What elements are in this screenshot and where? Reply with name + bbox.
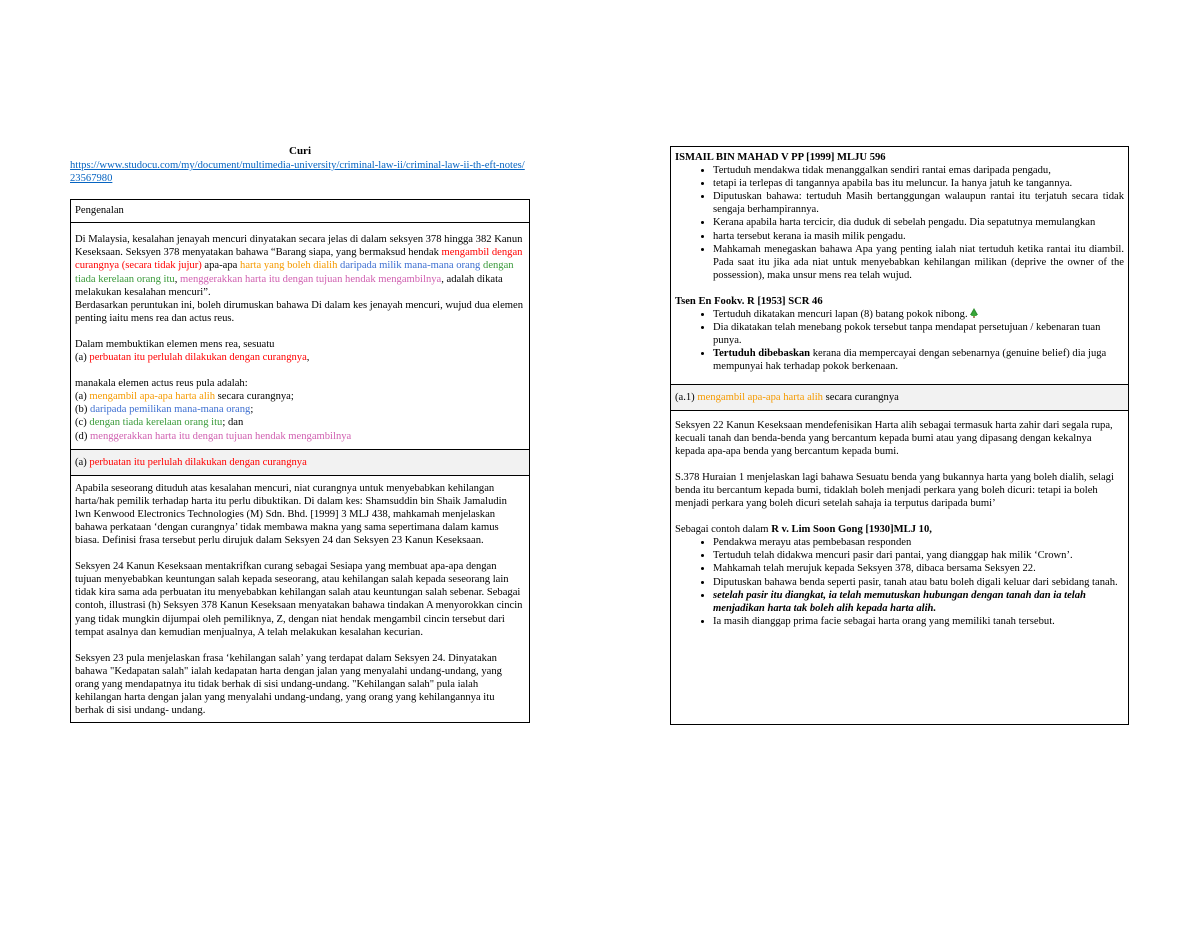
list-item: • Mahkamah telah merujuk kepada Seksyen 378, dibaca bersama Seksyen 22. xyxy=(713,562,1124,575)
case-ismail-bin-mahad xyxy=(671,147,1128,385)
source-link[interactable]: https://www.studocu.com/my/document/multimedia-university/criminal-law-ii/criminal-law-ii-th-eft-notes/23567980 xyxy=(70,160,525,185)
intro-paragraph: Di Malaysia, kesalahan jenayah mencuri dinyatakan secara jelas di dalam seksyen 378 hingga 382 Kanun Keseksaan. Seksyen 378 menyatakan bahawa “Barang siapa, yang bermaksud hendak mengambil dengan curangnya (secara tidak jujur) apa-apa harta yang boleh dialih daripada milik mana-mana orang dengan tiada kerelaan orang itu, menggerakkan harta itu dengan tujuan hendak mengambilnya, adalah dikata melakukan kesalahan mencuri”. xyxy=(75,234,523,298)
notes-table-left xyxy=(70,199,530,723)
case-ismail-bullets xyxy=(675,164,1124,282)
dishonesty-paragraph-3: Seksyen 23 pula menjelaskan frasa ‘kehilangan salah’ yang terdapat dalam Seksyen 24. Dinyatakan bahawa "Kedapatan salah" ialah kedapatan harta dengan jalan yang menyalahi undang-undang, yang orang yang mendapatnya itu tidak berhak di sisi undang-undang. "Kehilangan salah" pula ialah kehilangan harta dengan jalan yang menyalahi undang-undang, yang orang yang kehilangannya itu berhak di sisi undang- undang. xyxy=(75,652,502,717)
list-item: • Diputuskan bahawa benda seperti pasir, tanah atau batu boleh digali keluar dari sebidang tanah. xyxy=(713,576,1124,589)
section-body-pengenalan xyxy=(71,223,529,449)
list-item: • Dia dikatakan telah menebang pokok tersebut tanpa mendapat persetujuan / kebenaran tuan punya. xyxy=(713,321,1124,347)
case-tsen-bullets xyxy=(675,308,1124,373)
actus-reus-item-b: (b) daripada pemilikan mana-mana orang; xyxy=(75,404,254,416)
list-item: • harta tersebut kerana ia masih milik pengadu. xyxy=(713,230,1124,243)
list-item: • setelah pasir itu diangkat, ia telah memutuskan hubungan dengan tanah dan ia telah menjadikan harta tak boleh alih kepada harta alih. xyxy=(713,589,1124,615)
case-title: Tsen En Fookv. R [1953] SCR 46 xyxy=(675,295,823,307)
list-item: • Mahkamah menegaskan bahawa Apa yang penting ialah niat tertuduh ketika rantai itu diambil. Pada saat itu jika ada niat untuk menyebabkan kehilangan milikan (deprive the owner of the possession), maka unsur mens rea telah wujud. xyxy=(713,243,1124,282)
actus-reus-intro: manakala elemen actus reus pula adalah: xyxy=(75,378,248,390)
dishonesty-paragraph-2: Seksyen 24 Kanun Keseksaan mentakrifkan curang sebagai Sesiapa yang membuat apa-apa dengan tujuan menyebabkan keuntungan salah kepada seseorang, atau kehilangan salah kepada seseorang lain tidak kira sama ada perbuatan itu menyebabkan kehilangan salah atau keuntungan salah sebenar. Sebagai contoh, illustrasi (h) Seksyen 378 Kanun Keseksaan menyatakan bahawa tindakan A menyorokkan cincin yang tidak mungkin dijumpai oleh pemiliknya, Z, dengan niat hendak mengambil cincin tersebut dari tempat asalnya dan kemudian menjualnya, A telah melakukan kesalahan kecurian. xyxy=(75,561,523,638)
movable-property-paragraph-1: Seksyen 22 Kanun Keseksaan mendefenisikan Harta alih sebagai termasuk harta zahir dari segala rupa, kecuali tanah dan benda-benda yang bercantum kepada bumi atau yang dipasang dengan kekalnya kepada apa-apa benda yang bercantum kepada bumi. xyxy=(675,419,1113,457)
section-heading-pengenalan: Pengenalan xyxy=(71,200,529,223)
section-heading-curangnya: (a) perbuatan itu perlulah dilakukan dengan curangnya xyxy=(71,450,529,476)
list-item: • Tertuduh mendakwa tidak menanggalkan sendiri rantai emas daripada pengadu, xyxy=(713,164,1124,177)
right-column xyxy=(670,146,1129,725)
document-title: Curi xyxy=(289,145,311,157)
list-item: • Tertuduh telah didakwa mencuri pasir dari pantai, yang dianggap hak milik ‘Crown’. xyxy=(713,549,1124,562)
case-lim-soon-gong-bullets xyxy=(675,536,1124,628)
actus-reus-item-d: (d) menggerakkan harta itu dengan tujuan hendak mengambilnya xyxy=(75,430,352,442)
list-item: • tetapi ia terlepas di tangannya apabila bas itu meluncur. Ia hanya jatuh ke tangannya. xyxy=(713,177,1124,190)
section-heading-harta-alih: (a.1) mengambil apa-apa harta alih secara curangnya xyxy=(671,385,1128,411)
mens-rea-item-a: (a) perbuatan itu perlulah dilakukan dengan curangnya, xyxy=(75,352,310,364)
left-column xyxy=(70,145,530,723)
list-item: • Diputuskan bahawa: tertuduh Masih bertanggungan walaupun rantai itu terjatuh secara tidak sengaja berhampirannya. xyxy=(713,190,1124,216)
notes-table-right xyxy=(670,146,1129,725)
dishonesty-paragraph-1: Apabila seseorang dituduh atas kesalahan mencuri, niat curangnya untuk menyebabkan kehilangan harta/hak pemilik terhadap harta itu perlu dibuktikan. Di dalam kes: Shamsuddin bin Shaik Jamaludin lwn Kenwood Electronics Technologies (M) Sdn. Bhd. [1999] 3 MLJ 438, mahkamah menjelaskan bahawa perkataan ‘dengan curangnya’ tidak membawa makna yang sama sepertimana dalam kamus biasa. Definisi frasa tersebut perlu dirujuk dalam Seksyen 24 dan Seksyen 23 Kanun Keseksaan. xyxy=(75,482,507,547)
case-title: ISMAIL BIN MAHAD V PP [1999] MLJU 596 xyxy=(675,152,886,163)
list-item: • Kerana apabila harta tercicir, dia duduk di sebelah pengadu. Dia sepatutnya memulangkan xyxy=(713,216,1124,229)
actus-reus-item-a: (a) mengambil apa-apa harta alih secara curangnya; xyxy=(75,391,294,403)
section-body-harta-alih xyxy=(671,411,1128,724)
example-intro: Sebagai contoh dalam R v. Lim Soon Gong [1930]MLJ 10, xyxy=(675,524,932,536)
summary-paragraph: Berdasarkan peruntukan ini, boleh dirumuskan bahawa Di dalam kes jenayah mencuri, wujud dua elemen penting iaitu mens rea dan actus reus. xyxy=(75,299,524,324)
mens-rea-intro: Dalam membuktikan elemen mens rea, sesuatu xyxy=(75,338,275,350)
actus-reus-item-c: (c) dengan tiada kerelaan orang itu; dan xyxy=(75,417,244,429)
list-item: • Tertuduh dikatakan mencuri lapan (8) batang pokok nibong. xyxy=(713,308,1124,321)
list-item: • Ia masih dianggap prima facie sebagai harta orang yang memiliki tanah tersebut. xyxy=(713,615,1124,628)
tree-icon xyxy=(970,308,978,318)
section-body-curangnya xyxy=(71,476,529,723)
movable-property-paragraph-2: S.378 Huraian 1 menjelaskan lagi bahawa Sesuatu benda yang bukannya harta yang boleh dialih, selagi benda itu bercantum kepada bumi, tidaklah boleh menjadi perkara yang boleh dicuri: tetapi ia boleh menjadi perkara yang boleh dicuri setelah sahaja ia terputus daripada bumi’ xyxy=(675,471,1114,510)
list-item: • Tertuduh dibebaskan kerana dia mempercayai dengan sebenarnya (genuine belief) dia juga mempunyai hak terhadap pokok berkenaan. xyxy=(713,347,1124,373)
list-item: • Pendakwa merayu atas pembebasan responden xyxy=(713,536,1124,549)
